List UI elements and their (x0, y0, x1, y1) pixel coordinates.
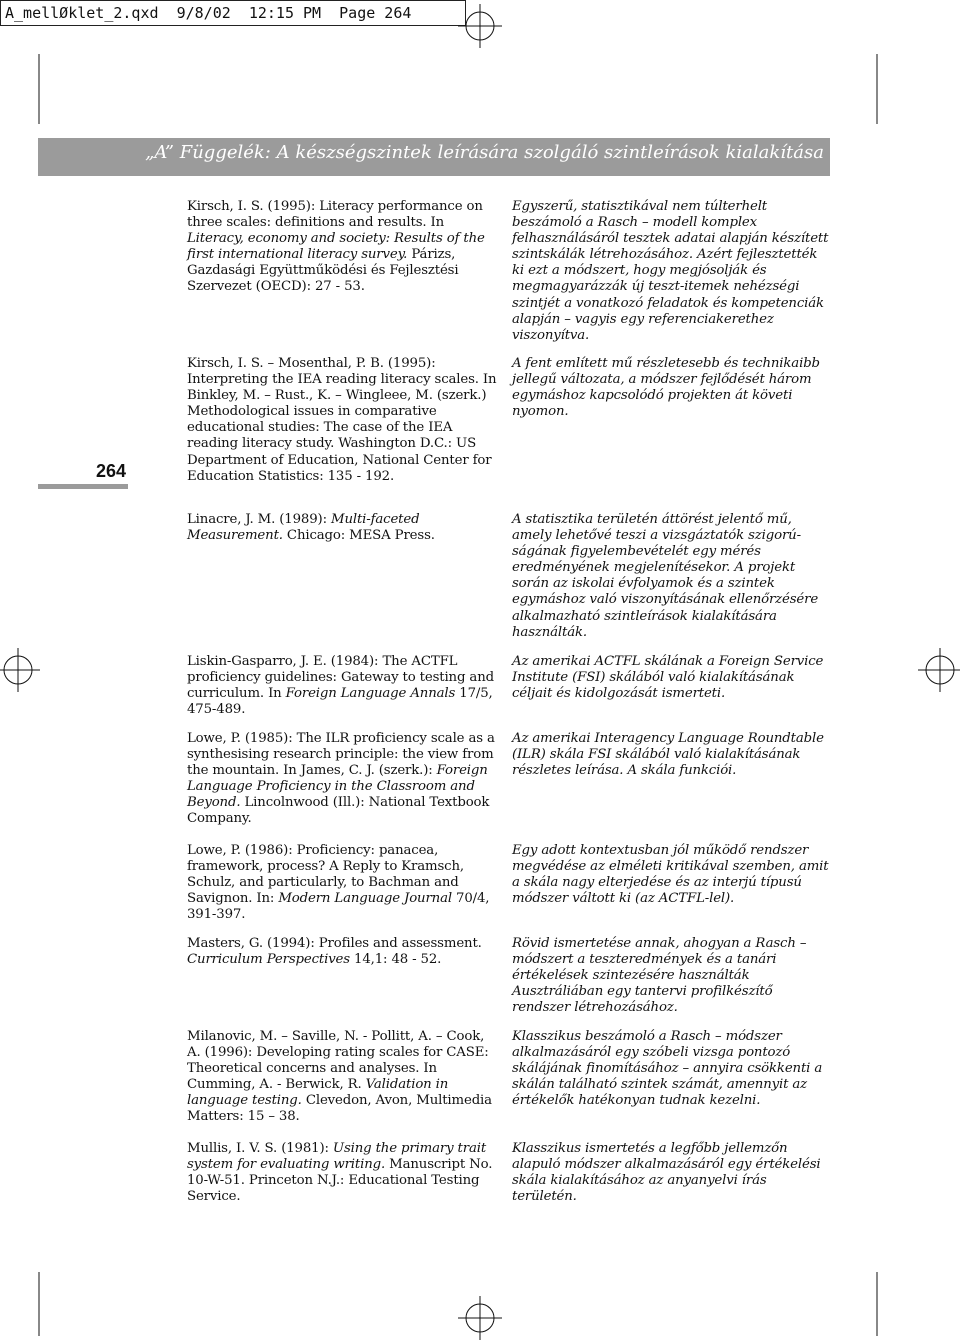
reference-entry: Milanovic, M. – Saville, N. - Pollitt, A. – Cook, A. (1996): Developing rating scales for CASE: Theoretical concerns and analyses. In Cumming, A. - Berwick, R. Validation in language testing. Clevedon, Avon, Multimedia Matters: 15 – 38. (187, 1029, 492, 1125)
registration-mark-bottom (458, 1296, 502, 1340)
reference-entry: Linacre, J. M. (1989): Multi-faceted Measurement. Chicago: MESA Press. (187, 512, 435, 544)
reference-entry: Mullis, I. V. S. (1981): Using the primary trait system for evaluating writing. Manuscript No. 10-W-51. Princeton N.J.: Educational Testing Service. (187, 1141, 493, 1205)
annotation-text: Klasszikus ismertetés a legfőbb jellemzőn alapuló módszer alkalmazásáról egy értékelési skála kialakításához az anyanyelvi írás területén. (512, 1141, 821, 1205)
crop-mark-right-top (876, 54, 878, 124)
reference-entry: Lowe, P. (1986): Proficiency: panacea, framework, process? A Reply to Kramsch, Schulz, and particularly, to Bachman and Savignon. In: Modern Language Journal 70/4, 391-397. (187, 843, 490, 923)
reference-entry: Masters, G. (1994): Profiles and assessment. Curriculum Perspectives 14,1: 48 - 52. (187, 936, 482, 968)
registration-mark-top (458, 4, 502, 48)
annotation-text: Rövid ismertetése annak, ahogyan a Rasch – módszert a teszteredmények és a tanári értékelések szintezésére használták Ausztráliában egy tantervi profilkészítő rendszer létrehozásához. (512, 936, 807, 1016)
registration-mark-right (918, 648, 960, 692)
reference-entry: Kirsch, I. S. – Mosenthal, P. B. (1995): Interpreting the IEA reading literacy scales. In Binkley, M. – Rust., K. – Wingleee, M. (szerk.) Methodological issues in comparative educational studies: The case of the IEA reading literacy study. Washington D.C.: US Department of Education, National Center for Education Statistics: 135 - 192. (187, 356, 497, 484)
annotation-text: A statisztika területén áttörést jelentő mű, amely lehetővé teszi a vizsgáztatók szigorú-ságának figyelembevételét egy mérés eredményének megjelenítésekor. A projekt során az iskolai évfolyamok és a szintek egymáshoz való viszonyításának ellenőrzésére alkalmazható szintleírások kialakítására használták. (512, 512, 819, 640)
crop-mark-left-top (38, 54, 40, 124)
reference-entry: Lowe, P. (1985): The ILR proficiency scale as a synthesising research principle: the view from the mountain. In James, C. J. (szerk.): Foreign Language Proficiency in the Classroom and Beyond. Lincolnwood (Ill.): National Textbook Company. (187, 731, 495, 827)
registration-mark-left (0, 648, 40, 692)
annotation-text: Egyszerű, statisztikával nem túlterhelt beszámoló a Rasch – modell komplex felhasználásáról tesztek adatai alapján készített szintskálák létrehozásához. Azért fejlesztették ki ezt a módszert, hogy megjósolják és megmagyarázzák új teszt-itemek nehézségi szintjét a vonatkozó feladatok és kompetenciák alapján – vagyis egy referenciakerethez viszonyítva. (512, 199, 829, 343)
reference-entry: Liskin-Gasparro, J. E. (1984): The ACTFL proficiency guidelines: Gateway to testing and curriculum. In Foreign Language Annals 17/5, 475-489. (187, 654, 494, 718)
annotation-text: A fent említett mű részletesebb és technikaibb jellegű változata, a módszer fejlődését három egymáshoz kapcsolódó projekten át követi nyomon. (512, 356, 820, 420)
annotation-text: Az amerikai ACTFL skálának a Foreign Service Institute (FSI) skálából való kialakításának céljait és kidolgozását ismerteti. (512, 654, 824, 702)
reference-entry: Kirsch, I. S. (1995): Literacy performance on three scales: definitions and results. In Literacy, economy and society: Results of the first international literacy survey. Párizs, Gazdasági Együttműködési és Fejlesztési Szervezet (OECD): 27 - 53. (187, 199, 485, 295)
crop-mark-left-bottom (38, 1272, 40, 1336)
page-number-rule (38, 484, 128, 489)
header-bar (38, 138, 830, 176)
annotation-text: Egy adott kontextusban jól működő rendszer megvédése az elméleti kritikával szemben, amit a skála nagy elterjedése és az interjú típusú módszer váltott ki (az ACTFL-lel). (512, 843, 829, 907)
annotation-text: Az amerikai Interagency Language Roundtable (ILR) skála FSI skálából való kialakításának részletes leírása. A skála funkciói. (512, 731, 824, 779)
print-slug: A_mellØklet_2.qxd 9/8/02 12:15 PM Page 264 (0, 0, 466, 26)
header-title: „A” Függelék: A készségszintek leírására szolgáló szintleírások kialakítása (145, 142, 824, 163)
page-number: 264 (96, 461, 127, 481)
crop-mark-right-bottom (876, 1272, 878, 1336)
annotation-text: Klasszikus beszámoló a Rasch – módszer alkalmazásáról egy szóbeli vizsga pontozó skálájának finomításához – annyira csökkenti a skálán található szintek számát, amennyit az értékelők hatékonyan tudnak kezelni. (512, 1029, 823, 1109)
